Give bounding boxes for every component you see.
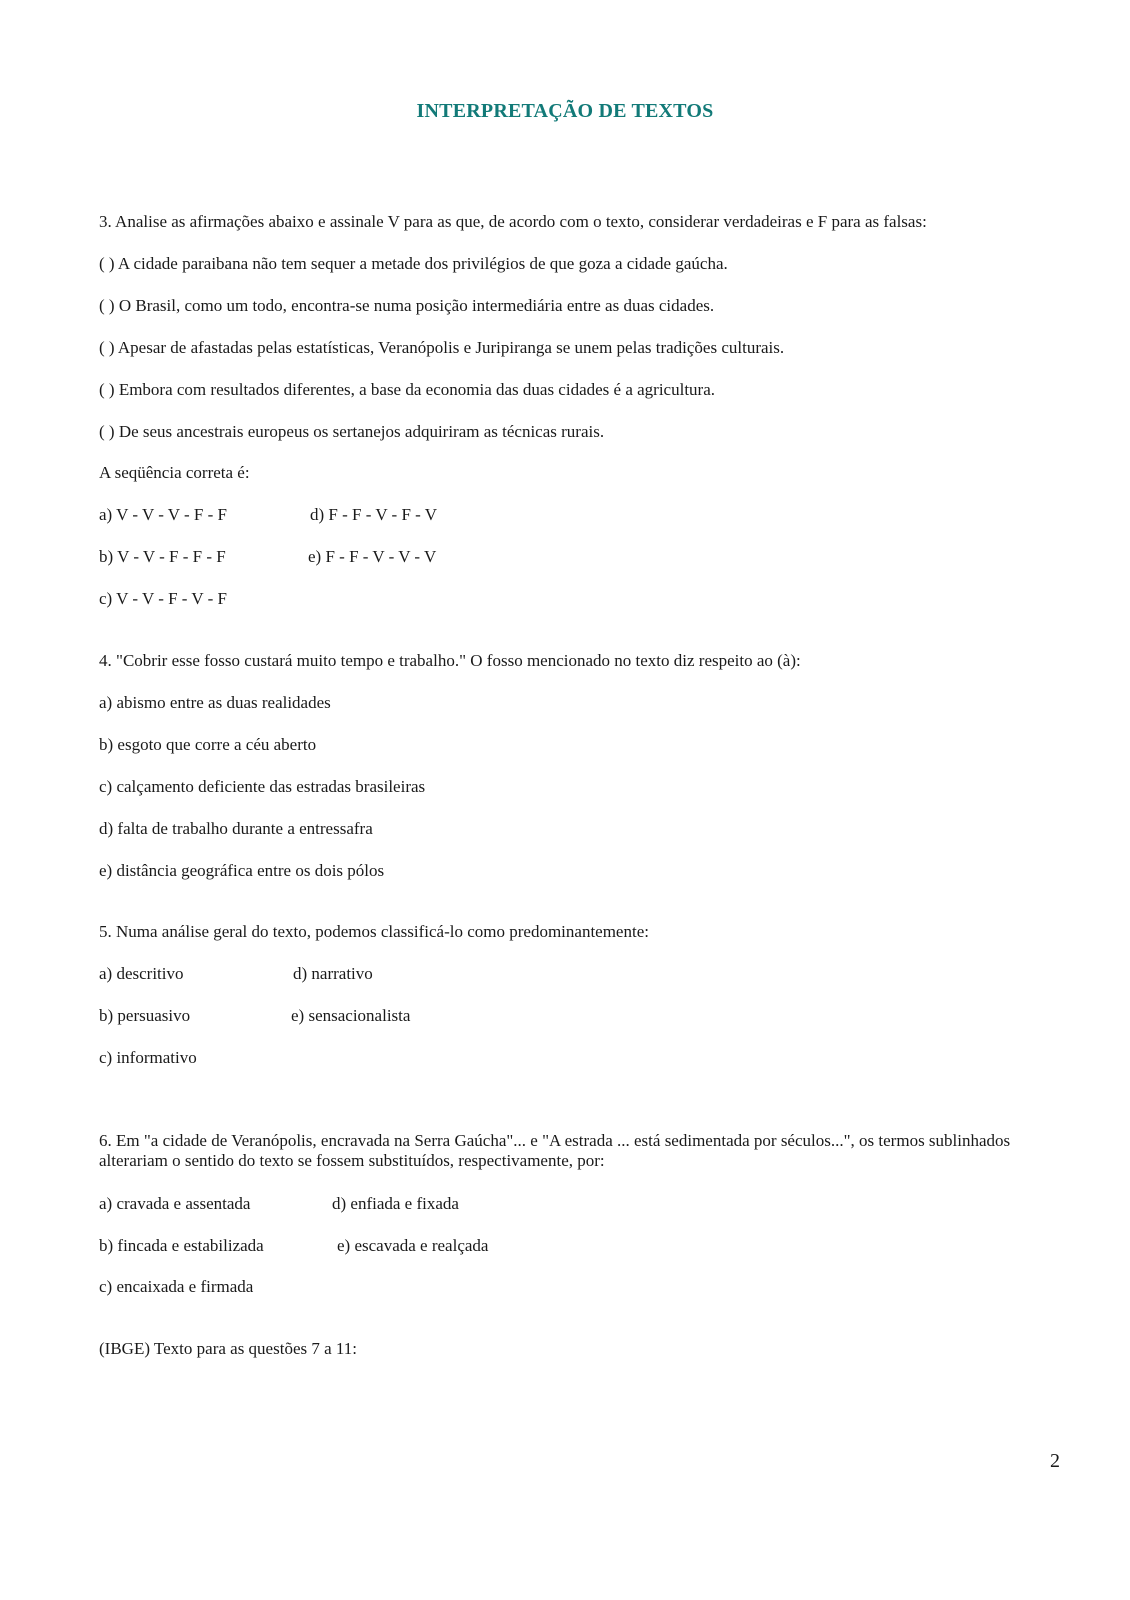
q6-option-e: e) escavada e realçada [337,1236,489,1255]
q3-lead: A seqüência correta é: [99,463,250,482]
q4-option-b: b) esgoto que corre a céu aberto [99,735,317,754]
q4-option-c: c) calçamento deficiente das estradas brasileiras [99,777,426,796]
q6-option-c: c) encaixada e firmada [99,1277,254,1296]
q6-option-d: d) enfiada e fixada [332,1194,459,1213]
q5-option-d: d) narrativo [293,964,373,983]
q6-option-b: b) fincada e estabilizada [99,1236,264,1255]
q3-option-e: e) F - F - V - V - V [308,547,437,566]
q3-option-b: b) V - V - F - F - F [99,547,226,566]
q5-option-b: b) persuasivo [99,1006,191,1025]
q3-prompt: 3. Analise as afirmações abaixo e assinale V para as que, de acordo com o texto, considerar verdadeiras e F para as falsas: [99,212,927,231]
q6-prompt: 6. Em "a cidade de Veranópolis, encravada na Serra Gaúcha"... e "A estrada ... está sedimentada por séculos...", os termos sublinhados alterariam o sentido do texto se fossem substituídos, respectivamente, por: [99,1131,1011,1170]
q3-item-3: ( ) Apesar de afastadas pelas estatísticas, Veranópolis e Juripiranga se unem pelas tradições culturais. [99,338,785,357]
q4-option-a: a) abismo entre as duas realidades [99,693,331,712]
q6-option-a: a) cravada e assentada [99,1194,251,1213]
q3-item-2: ( ) O Brasil, como um todo, encontra-se numa posição intermediária entre as duas cidades. [99,296,715,315]
q4-prompt: 4. "Cobrir esse fosso custará muito tempo e trabalho." O fosso mencionado no texto diz respeito ao (à): [99,651,801,670]
q3-option-d: d) F - F - V - F - V [310,505,438,524]
q5-option-c: c) informativo [99,1048,197,1067]
ibge-reference: (IBGE) Texto para as questões 7 a 11: [99,1339,357,1358]
q4-option-d: d) falta de trabalho durante a entressafra [99,819,373,838]
q5-option-a: a) descritivo [99,964,184,983]
q3-item-5: ( ) De seus ancestrais europeus os sertanejos adquiriram as técnicas rurais. [99,422,605,441]
page-number: 2 [1050,1450,1060,1472]
q5-option-e: e) sensacionalista [291,1006,411,1025]
q3-item-1: ( ) A cidade paraibana não tem sequer a metade dos privilégios de que goza a cidade gaúcha. [99,254,728,273]
q5-prompt: 5. Numa análise geral do texto, podemos classificá-lo como predominantemente: [99,922,649,941]
q3-option-c: c) V - V - F - V - F [99,589,227,608]
document-title: INTERPRETAÇÃO DE TEXTOS [416,100,714,122]
q3-item-4: ( ) Embora com resultados diferentes, a base da economia das duas cidades é a agricultura. [99,380,716,399]
q3-option-a: a) V - V - V - F - F [99,505,227,524]
q4-option-e: e) distância geográfica entre os dois pólos [99,861,385,880]
